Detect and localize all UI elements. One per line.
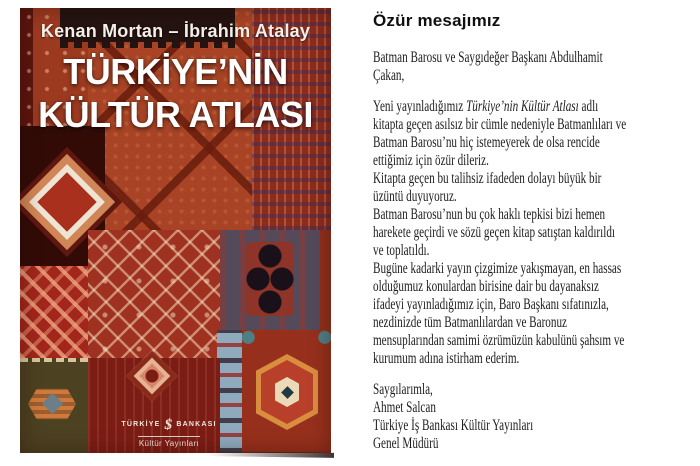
message-text: adlı — [578, 98, 599, 115]
hexagon-cluster-motif — [246, 242, 294, 316]
book-cover — [20, 8, 331, 453]
book-title-italic: Türkiye’nin Kültür Atlası — [466, 98, 579, 115]
cover-shadow — [207, 451, 334, 458]
message-line: Kitapta geçen bu talihsiz ifadeden dolayı büyük bir — [373, 170, 602, 187]
message-line: nezdinizde tüm Batmanlılardan ve Baronuz — [373, 314, 567, 331]
message-heading: Özür mesajımız — [373, 11, 501, 30]
paragraph-gap — [373, 85, 695, 98]
medallion-motif — [256, 354, 318, 430]
cover-author: Kenan Mortan – İbrahim Atalay — [40, 21, 311, 41]
message-line: Çakan, — [373, 67, 405, 84]
message-line: Bugüne kadarki yayın çizgimize yakışmayan, en hassas — [373, 260, 622, 277]
message-line — [373, 98, 605, 116]
cover-pattern-olive — [20, 358, 88, 453]
message-text: Yeni yayınladığımız — [373, 98, 467, 115]
message-line: harekete geçirdi ve sözü geçen kitap satıştan kaldırıldı — [373, 224, 616, 241]
is-bankasi-logo-icon: $ — [164, 417, 173, 433]
message-line: Batman Barosu ve Saygıdeğer Başkanı Abdulhamit — [373, 49, 603, 66]
signature-line: Türkiye İş Bankası Kültür Yayınları — [373, 417, 534, 434]
cover-title-line1: TÜRKİYE’NİN — [63, 51, 288, 92]
publisher-logo — [118, 417, 220, 448]
message-line: ifadeyi yayınladığımız için, Baro Başkanı sıfatınızla, — [373, 296, 609, 313]
publisher-name-right: BANKASI — [176, 421, 217, 428]
publisher-name-left: TÜRKİYE — [121, 421, 161, 428]
message-line: olduğumuz konulardan birisine dair bu dayanaksız — [373, 278, 599, 295]
flower-kilim-motif — [127, 351, 178, 402]
publisher-series: Kültür Yayınları — [138, 439, 200, 448]
medallion-motif-core — [281, 386, 294, 399]
signature-line: Ahmet Salcan — [373, 399, 436, 416]
message-line: ettiğimiz için özür dileriz. — [373, 152, 489, 169]
apology-message — [373, 10, 695, 453]
message-line: kurumum adına istirham ederim. — [373, 350, 520, 367]
medallion-motif-inner — [275, 377, 299, 407]
message-line: Batman Barosu’nu hiç istemeyerek de olsa rencide — [373, 134, 600, 151]
message-line: mensuplarından samimi özrümüzün kabulünü şahsım ve — [373, 332, 625, 349]
message-line: Batman Barosu’nun bu çok haklı tepkisi bizi hemen — [373, 206, 606, 223]
signature-line: Genel Müdürü — [373, 435, 439, 452]
signature-line: Saygılarımla, — [373, 381, 433, 398]
publisher-logo-divider — [138, 436, 200, 437]
message-line: kitapta geçen asılsız bir cümle nedeniyle Batmanlıları ve — [373, 116, 627, 133]
cover-title-line2: KÜLTÜR ATLASI — [38, 94, 313, 135]
medallion-motif-mid — [261, 360, 313, 424]
cover-pattern-zigzag-left — [20, 266, 88, 358]
cover-pattern-diamond-lattice — [88, 230, 220, 358]
cover-pattern-logo-patch — [88, 358, 220, 453]
paragraph-gap — [373, 368, 695, 381]
cover-pattern-navy — [220, 230, 320, 330]
publisher-name-row — [118, 417, 220, 434]
cover-pattern-blue-strip — [217, 330, 242, 453]
message-line: üzüntü duyuyoruz. — [373, 188, 457, 205]
cover-pattern-medallion — [242, 330, 331, 453]
cover-title — [20, 50, 331, 136]
message-line: ve toplatıldı. — [373, 242, 430, 259]
